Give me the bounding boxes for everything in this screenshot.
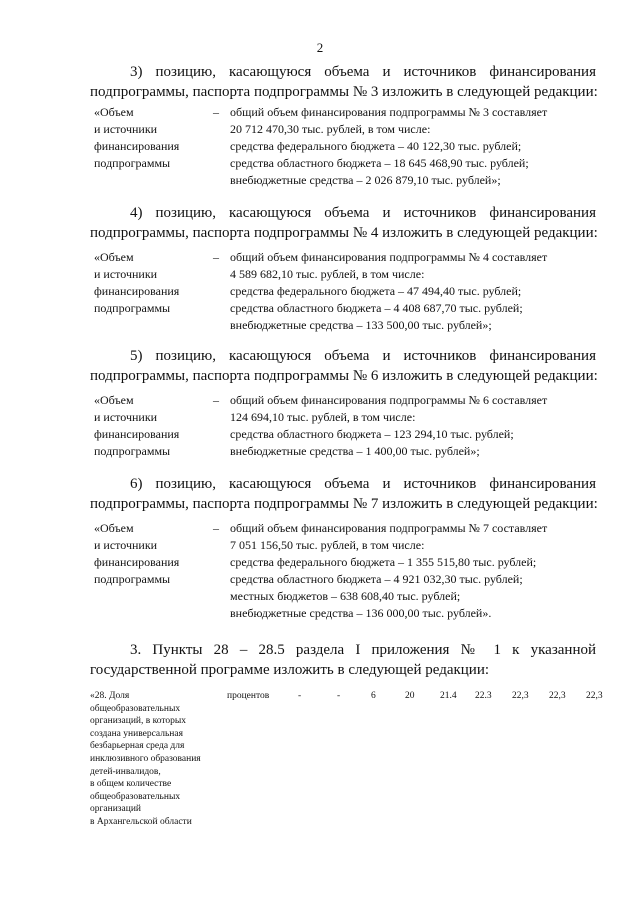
value-line: 7 051 156,50 тыс. рублей, в том числе: xyxy=(230,538,425,552)
value-line: 20 712 470,30 тыс. рублей, в том числе: xyxy=(230,122,431,136)
heading-line: 4) позицию, касающуюся объема и источников финансирования xyxy=(130,205,596,221)
table-cell: 20 xyxy=(405,691,415,701)
label-line: финансирования xyxy=(94,427,180,441)
heading-line: подпрограммы, паспорта подпрограммы № 4 изложить в следующей редакции: xyxy=(90,225,598,241)
section-heading xyxy=(90,474,596,514)
value-line: общий объем финансирования подпрограммы № 7 составляет xyxy=(230,521,548,535)
label-line: финансирования xyxy=(94,555,180,569)
value-line: средства областного бюджета – 4 408 687,70 тыс. рублей; xyxy=(230,301,523,315)
dash: – xyxy=(213,105,219,119)
heading-line: подпрограммы, паспорта подпрограммы № 7 изложить в следующей редакции: xyxy=(90,496,598,512)
heading-line: 6) позицию, касающуюся объема и источников финансирования xyxy=(130,476,596,492)
value-line: внебюджетные средства – 1 400,00 тыс. рублей»; xyxy=(230,444,480,458)
value-line: средства федерального бюджета – 1 355 515,80 тыс. рублей; xyxy=(230,555,537,569)
heading-line: 3. Пункты 28 – 28.5 раздела I приложения № 1 к указанной xyxy=(130,642,596,658)
block-label xyxy=(94,392,214,460)
dash: – xyxy=(213,393,219,407)
table-cell: - xyxy=(337,691,341,701)
label-line: подпрограммы xyxy=(94,156,171,170)
block-values xyxy=(230,392,547,460)
label-line: подпрограммы xyxy=(94,572,171,586)
dash: – xyxy=(213,250,219,264)
point-heading xyxy=(90,640,596,680)
label-line: финансирования xyxy=(94,139,180,153)
value-line: общий объем финансирования подпрограммы № 6 составляет xyxy=(230,393,548,407)
page-number: 2 xyxy=(316,40,324,55)
label-line: организаций, в которых xyxy=(90,716,187,727)
table-cell: 6 xyxy=(371,691,376,701)
value-line: общий объем финансирования подпрограммы № 3 составляет xyxy=(230,105,548,119)
label-line: в общем количестве xyxy=(90,779,172,790)
heading-line: государственной программе изложить в следующей редакции: xyxy=(90,662,490,678)
value-line: общий объем финансирования подпрограммы № 4 составляет xyxy=(230,250,548,264)
block-label xyxy=(94,520,214,588)
value-line: внебюджетные средства – 133 500,00 тыс. рублей»; xyxy=(230,318,492,332)
label-line: организаций xyxy=(90,804,142,815)
label-line: подпрограммы xyxy=(94,444,171,458)
block-values xyxy=(230,249,547,334)
block-label xyxy=(94,249,214,317)
value-line: средства областного бюджета – 123 294,10 тыс. рублей; xyxy=(230,427,514,441)
label-line: «Объем xyxy=(94,521,134,535)
label-line: и источники xyxy=(94,410,158,424)
block-label xyxy=(94,104,214,172)
table-cell: 22,3 xyxy=(549,691,566,701)
label-line: в Архангельской области xyxy=(90,816,192,827)
heading-line: подпрограммы, паспорта подпрограммы № 6 изложить в следующей редакции: xyxy=(90,368,598,384)
heading-line: 5) позицию, касающуюся объема и источников финансирования xyxy=(130,348,596,364)
table-cell: - xyxy=(298,691,302,701)
value-line: 124 694,10 тыс. рублей, в том числе: xyxy=(230,410,416,424)
row-label xyxy=(90,690,225,829)
label-line: детей-инвалидов, xyxy=(90,766,161,777)
value-line: внебюджетные средства – 136 000,00 тыс. рублей». xyxy=(230,606,492,620)
section-heading xyxy=(90,203,596,243)
table-cell: 22,3 xyxy=(586,691,603,701)
value-line: 4 589 682,10 тыс. рублей, в том числе: xyxy=(230,267,425,281)
label-line: «Объем xyxy=(94,393,134,407)
label-line: «Объем xyxy=(94,105,134,119)
unit-cell: процентов xyxy=(227,691,270,701)
value-line: местных бюджетов – 638 608,40 тыс. рублей; xyxy=(230,589,461,603)
dash: – xyxy=(213,521,219,535)
label-line: «Объем xyxy=(94,250,134,264)
label-line: общеобразовательных xyxy=(90,791,181,802)
label-line: инклюзивного образования xyxy=(90,753,201,764)
value-line: средства федерального бюджета – 47 494,40 тыс. рублей; xyxy=(230,284,522,298)
label-line: и источники xyxy=(94,538,158,552)
label-line: и источники xyxy=(94,267,158,281)
table-cell: 22.3 xyxy=(475,691,492,701)
section-heading xyxy=(90,346,596,386)
label-line: и источники xyxy=(94,122,158,136)
table-cell: 21.4 xyxy=(440,691,457,701)
value-line: внебюджетные средства – 2 026 879,10 тыс. рублей»; xyxy=(230,173,501,187)
value-line: средства федерального бюджета – 40 122,30 тыс. рублей; xyxy=(230,139,522,153)
label-line: безбарьерная среда для xyxy=(90,741,185,752)
value-line: средства областного бюджета – 18 645 468,90 тыс. рублей; xyxy=(230,156,529,170)
label-line: создана универсальная xyxy=(90,728,183,739)
table-cell: 22,3 xyxy=(512,691,529,701)
label-line: подпрограммы xyxy=(94,301,171,315)
heading-line: 3) позицию, касающуюся объема и источников финансирования xyxy=(130,64,596,80)
label-line: общеобразовательных xyxy=(90,703,181,714)
section-heading xyxy=(90,62,596,102)
value-line: средства областного бюджета – 4 921 032,30 тыс. рублей; xyxy=(230,572,523,586)
block-values xyxy=(230,520,547,622)
label-line: «28. Доля xyxy=(90,691,130,701)
label-line: финансирования xyxy=(94,284,180,298)
block-values xyxy=(230,104,547,189)
heading-line: подпрограммы, паспорта подпрограммы № 3 изложить в следующей редакции: xyxy=(90,84,598,100)
